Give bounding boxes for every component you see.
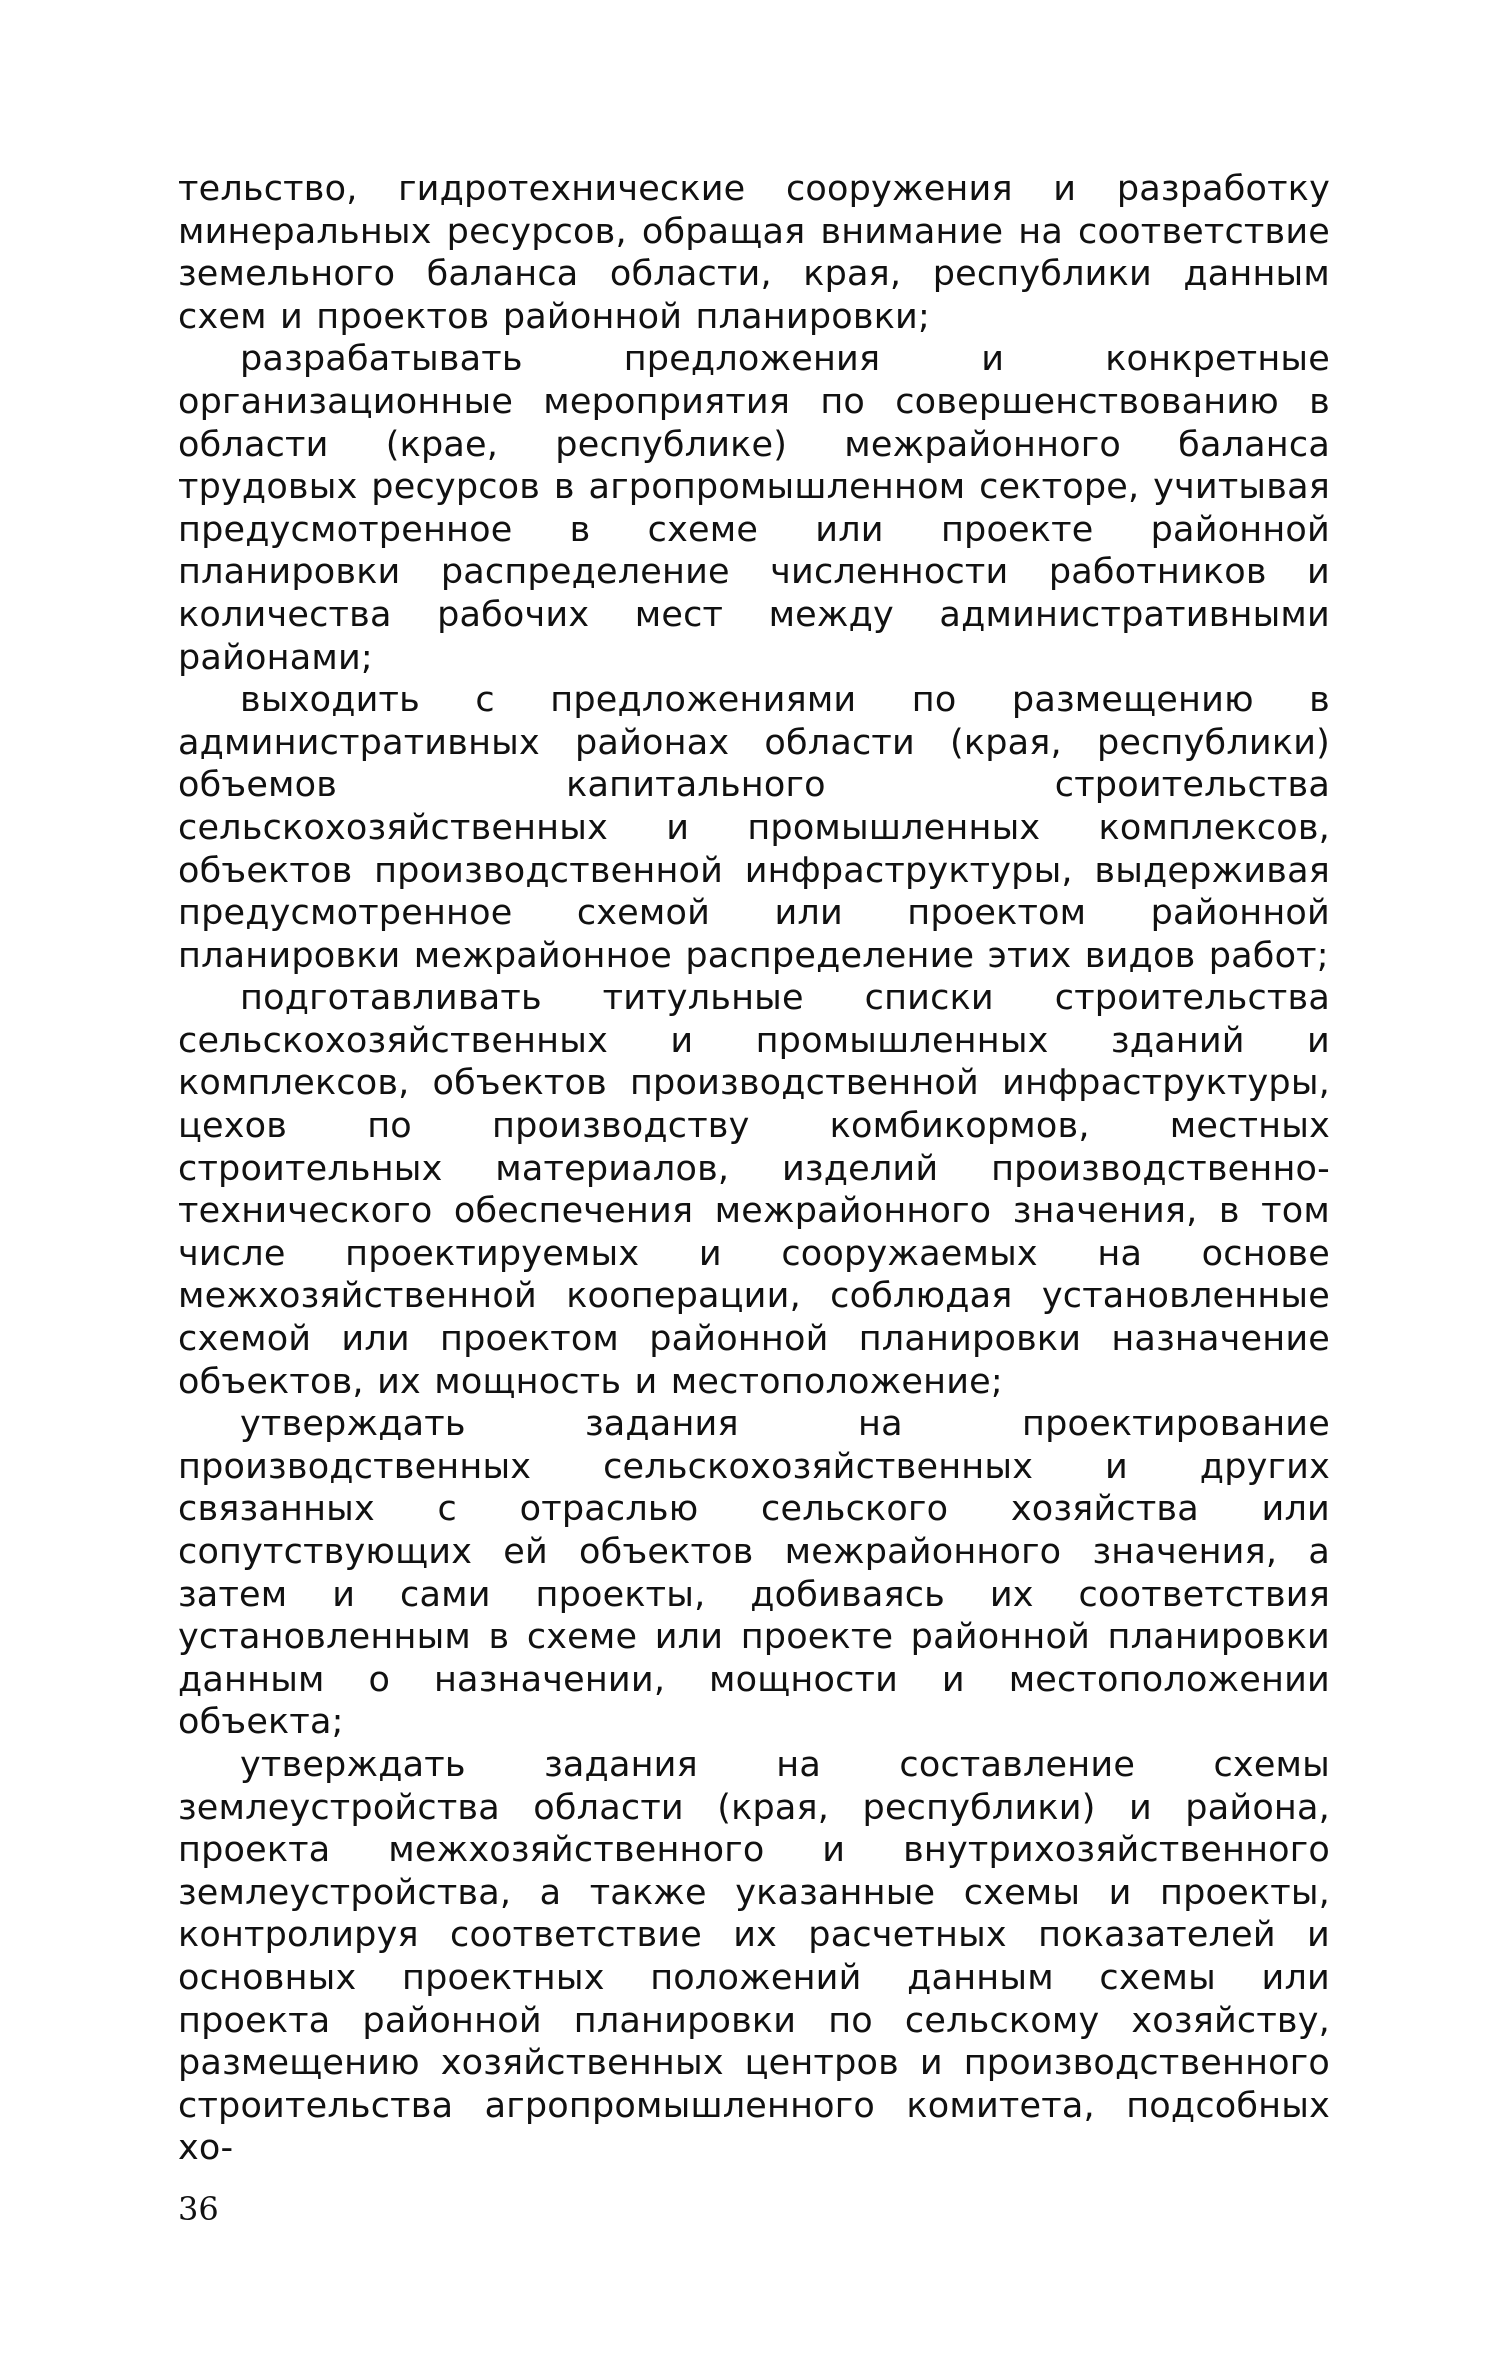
body-text <box>178 168 1330 2170</box>
page-number: 36 <box>178 2190 219 2228</box>
paragraph-1: тельство, гидротехнические сооружения и разработку минеральных ресурсов, обращая внимание на соответствие земельного баланса области, края, республики данным схем и проектов районной планировки; <box>178 169 1330 337</box>
paragraph-5: утверждать задания на проектирование производственных сельскохозяйственных и других связанных с отраслью сельского хозяйства или сопутствующих ей объектов межрайонного значения, а затем и сами проекты, добиваясь их соответствия установленным в схеме или проекте районной планировки данным о назначении, мощности и местоположении объекта; <box>178 1404 1330 1743</box>
paragraph-6: утверждать задания на составление схемы землеустройства области (края, республики) и района, проекта межхозяйственного и внутрихозяйственного землеустройства, а также указанные схемы и проекты, контролируя соответствие их расчетных показателей и основных проектных положений данным схемы или проекта районной планировки по сельскому хозяйству, размещению хозяйственных центров и производственного строительства агропромышленного комитета, подсобных хо- <box>178 1744 1330 2169</box>
paragraph-3: выходить с предложениями по размещению в административных районах области (края, республики) объемов капитального строительства сельскохозяйственных и промышленных комплексов, объектов производственной инфраструктуры, выдерживая предусмотренное схемой или проектом районной планировки межрайонное распределение этих видов работ; <box>178 680 1330 976</box>
paragraph-4: подготавливать титульные списки строительства сельскохозяйственных и промышленных зданий и комплексов, объектов производственной инфраструктуры, цехов по производству комбикормов, местных строительных материалов, изделий производственно-технического обеспечения межрайонного значения, в том числе проектируемых и сооружаемых на основе межхозяйственной кооперации, соблюдая установленные схемой или проектом районной планировки назначение объектов, их мощность и местоположение; <box>178 978 1330 1402</box>
paragraph-2: разрабатывать предложения и конкретные организационные мероприятия по совершенствованию в области (крае, республике) межрайонного баланса трудовых ресурсов в агропромышленном секторе, учитывая предусмотренное в схеме или проекте районной планировки распределение численности работников и количества рабочих мест между административными районами; <box>178 339 1330 678</box>
